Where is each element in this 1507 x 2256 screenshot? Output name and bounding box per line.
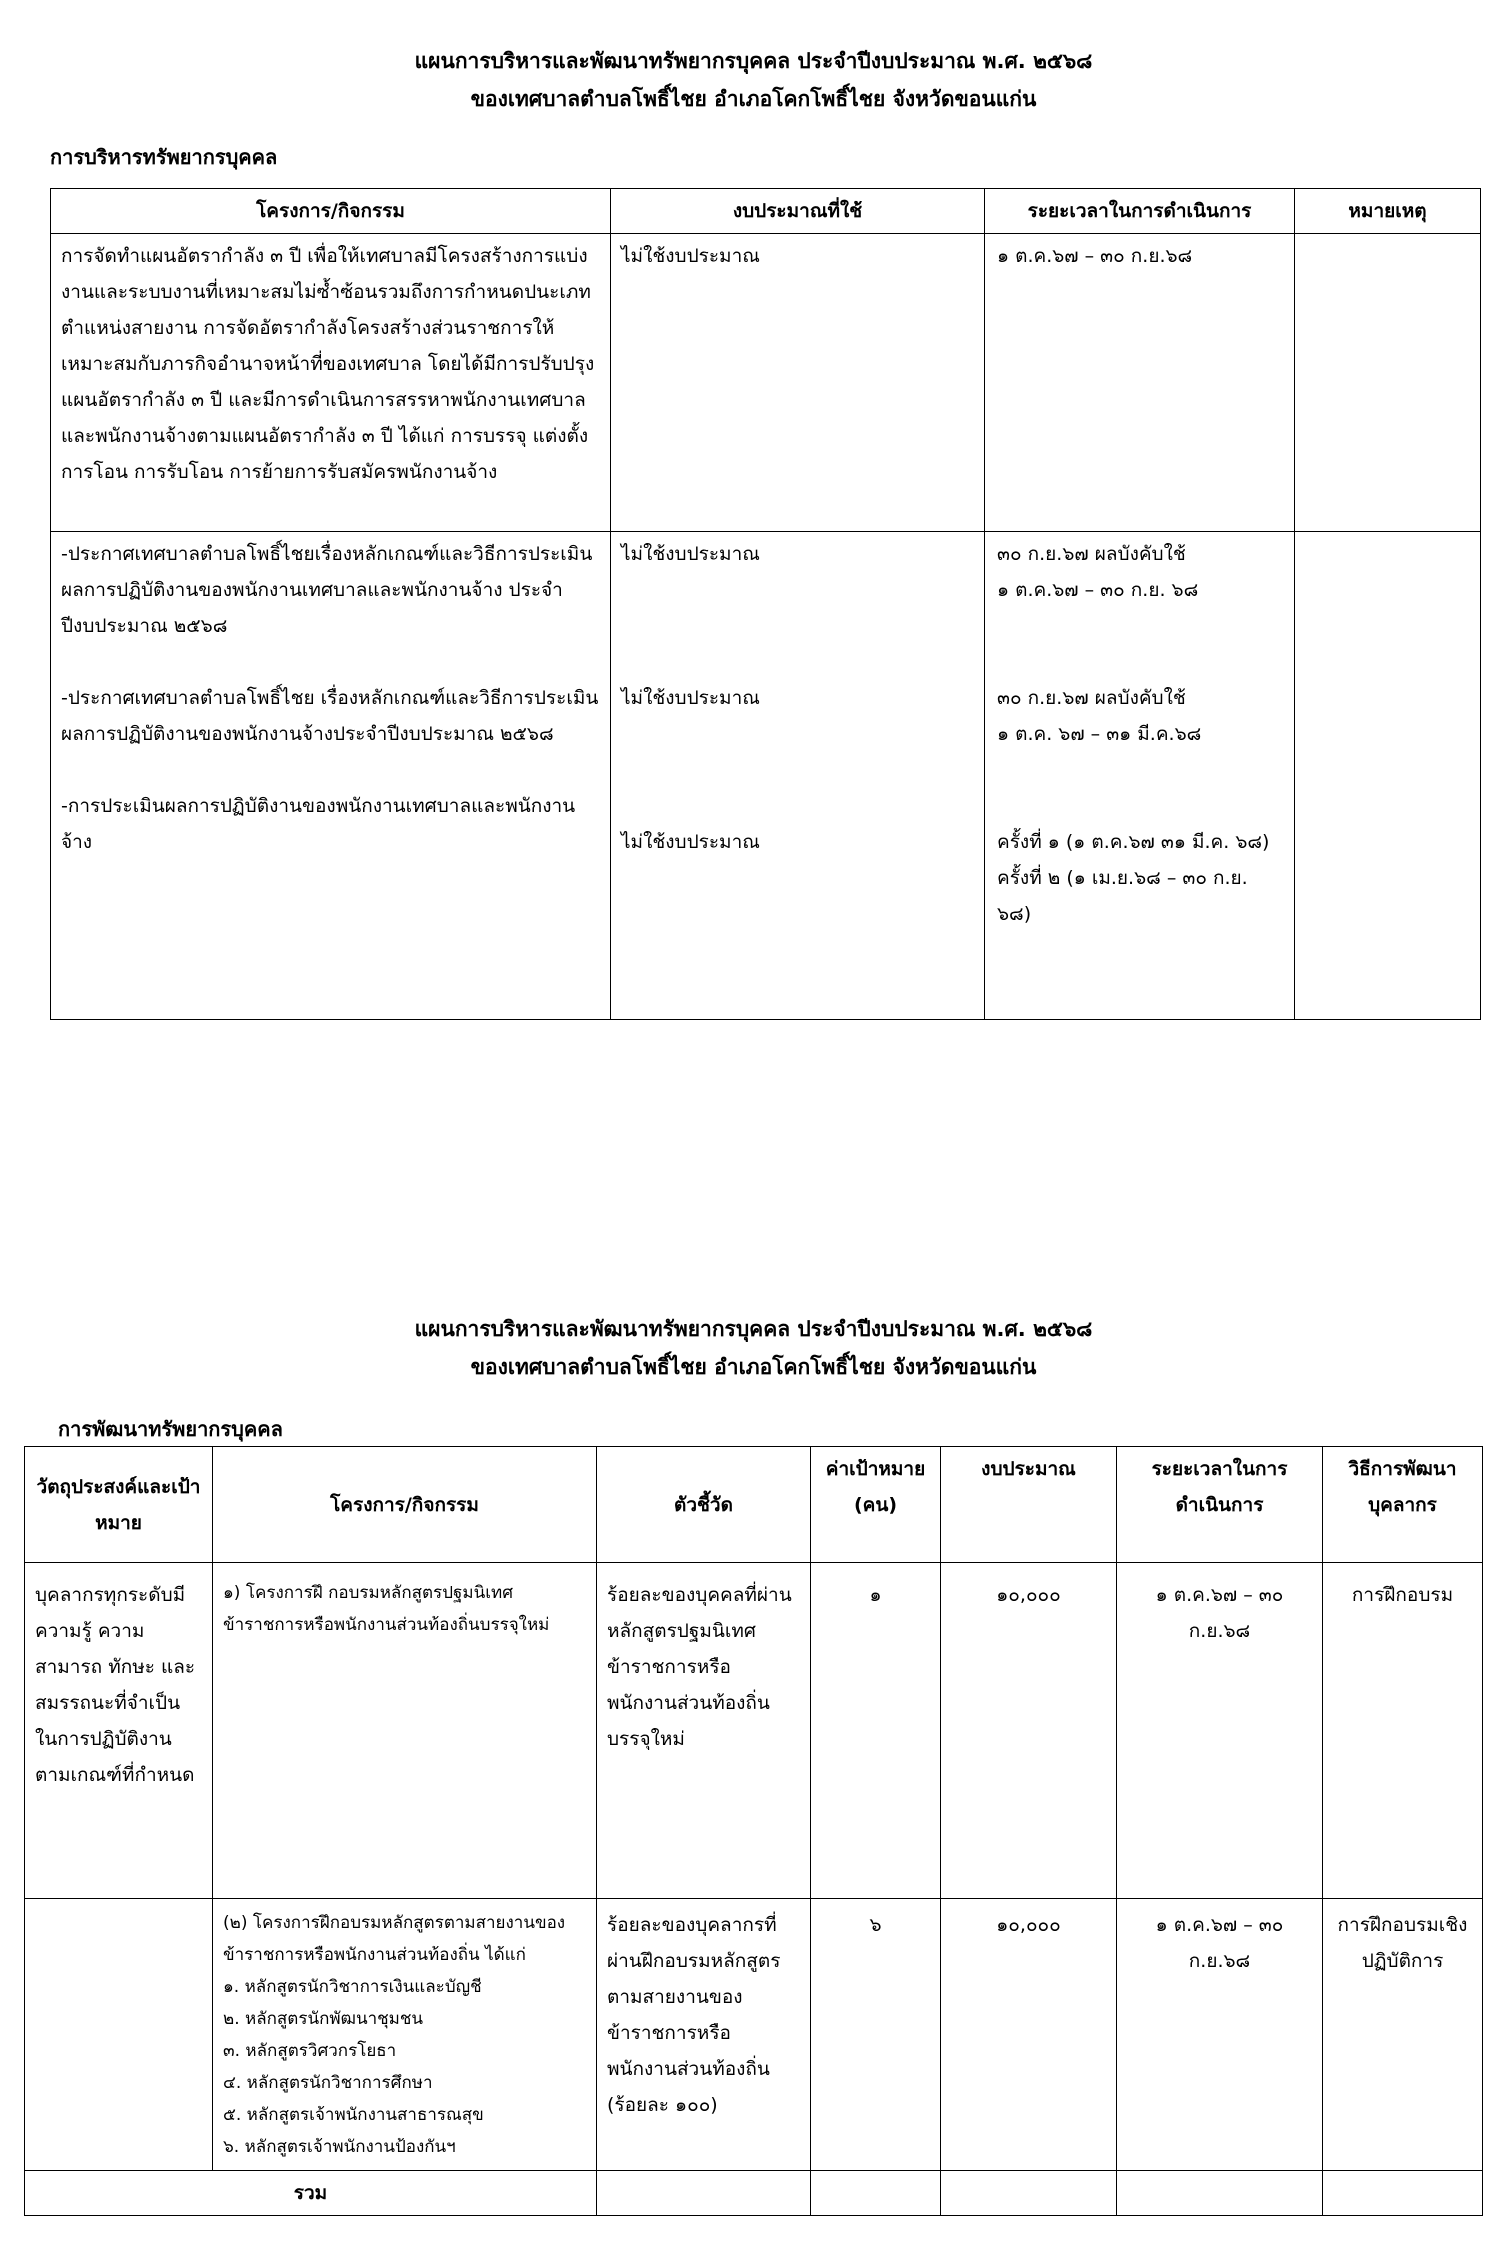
row2-objective bbox=[25, 1899, 213, 2171]
header-project: โครงการ/กิจกรรม bbox=[213, 1447, 597, 1563]
page1-title-line1: แผนการบริหารและพัฒนาทรัพยากรบุคคล ประจำปีงบประมาณ พ.ศ. ๒๕๖๘ bbox=[414, 49, 1093, 73]
table-header-row bbox=[25, 1447, 1483, 1563]
page2-section-heading: การพัฒนาทรัพยากรบุคคล bbox=[58, 1417, 283, 1441]
table-header-row bbox=[51, 189, 1481, 234]
row1-objective: บุคลากรทุกระดับมีความรู้ ความสามารถ ทักษะ และสมรรถนะที่จำเป็นในการปฏิบัติงานตามเกณฑ์ที่กำหนด bbox=[25, 1563, 213, 1899]
row1-target: ๑ bbox=[811, 1563, 941, 1899]
row2-project-cell bbox=[213, 1899, 597, 2171]
row2-item3-period-a: ครั้งที่ ๑ (๑ ต.ค.๖๗ ๓๑ มี.ค. ๖๘) bbox=[997, 831, 1270, 853]
hr-management-table bbox=[50, 188, 1481, 1020]
row2-item1-period-b: ๑ ต.ค.๖๗ – ๓๐ ก.ย. ๖๘ bbox=[997, 579, 1199, 601]
row2-project-intro: (๒) โครงการฝึกอบรมหลักสูตรตามสายงานของข้าราชการหรือพนักงานส่วนท้องถิ่น ได้แก่ bbox=[223, 1913, 566, 1965]
row2-item3-budget: ไม่ใช้งบประมาณ bbox=[621, 831, 760, 853]
hr-development-table bbox=[24, 1446, 1483, 2216]
header-objective: วัตถุประสงค์และเป้าหมาย bbox=[25, 1447, 213, 1563]
total-cell bbox=[597, 2171, 811, 2216]
total-cell bbox=[1117, 2171, 1323, 2216]
table-row bbox=[51, 532, 1481, 1020]
table-row bbox=[25, 1563, 1483, 1899]
row2-item1-project: -ประกาศเทศบาลตำบลโพธิ์ไชยเรื่องหลักเกณฑ์และวิธีการประเมินผลการปฏิบัติงานของพนักงานเทศบาลและพนักงานจ้าง ประจำปีงบประมาณ ๒๕๖๘ bbox=[61, 543, 593, 637]
header-method: วิธีการพัฒนาบุคลากร bbox=[1323, 1447, 1483, 1563]
row1-budget: ๑๐,๐๐๐ bbox=[941, 1563, 1117, 1899]
row2-item1-period-a: ๓๐ ก.ย.๖๗ ผลบังคับใช้ bbox=[997, 543, 1186, 565]
row1-indicator: ร้อยละของบุคคลที่ผ่านหลักสูตรปฐมนิเทศข้าราชการหรือพนักงานส่วนท้องถิ่นบรรจุใหม่ bbox=[597, 1563, 811, 1899]
row2-item3-project: -การประเมินผลการปฏิบัติงานของพนักงานเทศบาลและพนักงานจ้าง bbox=[61, 795, 576, 853]
header-budget: งบประมาณ bbox=[941, 1447, 1117, 1563]
header-note: หมายเหตุ bbox=[1295, 189, 1481, 234]
row2-item2-period-b: ๑ ต.ค. ๖๗ – ๓๑ มี.ค.๖๘ bbox=[997, 723, 1202, 745]
row1-period: ๑ ต.ค.๖๗ – ๓๐ ก.ย.๖๘ bbox=[985, 234, 1295, 532]
row2-budget: ๑๐,๐๐๐ bbox=[941, 1899, 1117, 2171]
course-list-item: ๒. หลักสูตรนักพัฒนาชุมชน bbox=[223, 2009, 424, 2029]
row2-item1-budget: ไม่ใช้งบประมาณ bbox=[621, 543, 760, 565]
total-row bbox=[25, 2171, 1483, 2216]
row2-project-cell bbox=[51, 532, 611, 1020]
total-cell bbox=[1323, 2171, 1483, 2216]
row2-item3-period-b: ครั้งที่ ๒ (๑ เม.ย.๖๘ – ๓๐ ก.ย. ๖๘) bbox=[997, 867, 1248, 925]
table-row bbox=[51, 234, 1481, 532]
row2-item2-budget: ไม่ใช้งบประมาณ bbox=[621, 687, 760, 709]
row2-item2-project: -ประกาศเทศบาลตำบลโพธิ์ไชย เรื่องหลักเกณฑ์และวิธีการประเมินผลการปฏิบัติงานของพนักงานจ้างประจำปีงบประมาณ ๒๕๖๘ bbox=[61, 687, 599, 745]
course-list-item: ๔. หลักสูตรนักวิชาการศึกษา bbox=[223, 2073, 433, 2093]
header-period: ระยะเวลาในการดำเนินการ bbox=[1117, 1447, 1323, 1563]
row2-target: ๖ bbox=[811, 1899, 941, 2171]
course-list-item: ๕. หลักสูตรเจ้าพนักงานสาธารณสุข bbox=[223, 2105, 484, 2125]
page2-title-line1: แผนการบริหารและพัฒนาทรัพยากรบุคคล ประจำปีงบประมาณ พ.ศ. ๒๕๖๘ bbox=[414, 1317, 1093, 1341]
row2-period-cell bbox=[985, 532, 1295, 1020]
row2-method: การฝึกอบรมเชิงปฏิบัติการ bbox=[1323, 1899, 1483, 2171]
header-project: โครงการ/กิจกรรม bbox=[51, 189, 611, 234]
page2-title-line2: ของเทศบาลตำบลโพธิ์ไชย อำเภอโคกโพธิ์ไชย จังหวัดขอนแก่น bbox=[470, 1355, 1037, 1379]
row1-project: การจัดทำแผนอัตรากำลัง ๓ ปี เพื่อให้เทศบาลมีโครงสร้างการแบ่งงานและระบบงานที่เหมาะสมไม่ซ้ำซ้อนรวมถึงการกำหนดปนะเภทตำแหน่งสายงาน การจัดอัตรากำลังโครงสร้างส่วนราชการให้เหมาะสมกับภารกิจอำนาจหน้าที่ของเทศบาล โดยได้มีการปรับปรุงแผนอัตรากำลัง ๓ ปี และมีการดำเนินการสรรหาพนักงานเทศบาลและพนักงานจ้างตามแผนอัตรากำลัง ๓ ปี ได้แก่ การบรรจุ แต่งตั้ง การโอน การรับโอน การย้ายการรับสมัครพนักงานจ้าง bbox=[51, 234, 611, 532]
row2-budget-cell bbox=[611, 532, 985, 1020]
row1-project: ๑) โครงการฝึ กอบรมหลักสูตรปฐมนิเทศข้าราชการหรือพนักงานส่วนท้องถิ่นบรรจุใหม่ bbox=[213, 1563, 597, 1899]
header-budget: งบประมาณที่ใช้ bbox=[611, 189, 985, 234]
row1-method: การฝึกอบรม bbox=[1323, 1563, 1483, 1899]
page1-title-line2: ของเทศบาลตำบลโพธิ์ไชย อำเภอโคกโพธิ์ไชย จังหวัดขอนแก่น bbox=[470, 87, 1037, 111]
table-row bbox=[25, 1899, 1483, 2171]
row2-indicator: ร้อยละของบุคลากรที่ผ่านฝึกอบรมหลักสูตรตามสายงานของข้าราชการหรือพนักงานส่วนท้องถิ่น (ร้อยละ ๑๐๐) bbox=[597, 1899, 811, 2171]
row1-period: ๑ ต.ค.๖๗ – ๓๐ ก.ย.๖๘ bbox=[1117, 1563, 1323, 1899]
page1-section-heading: การบริหารทรัพยากรบุคคล bbox=[50, 145, 278, 169]
course-list-item: ๖. หลักสูตรเจ้าพนักงานป้องกันฯ bbox=[223, 2137, 456, 2157]
course-list-item: ๓. หลักสูตรวิศวกรโยธา bbox=[223, 2041, 397, 2061]
total-cell bbox=[811, 2171, 941, 2216]
header-indicator: ตัวชี้วัด bbox=[597, 1447, 811, 1563]
row1-budget: ไม่ใช้งบประมาณ bbox=[611, 234, 985, 532]
row2-period: ๑ ต.ค.๖๗ – ๓๐ ก.ย.๖๘ bbox=[1117, 1899, 1323, 2171]
total-label: รวม bbox=[25, 2171, 597, 2216]
course-list-item: ๑. หลักสูตรนักวิชาการเงินและบัญชี bbox=[223, 1977, 482, 1997]
header-period: ระยะเวลาในการดำเนินการ bbox=[985, 189, 1295, 234]
row2-note bbox=[1295, 532, 1481, 1020]
row2-item2-period-a: ๓๐ ก.ย.๖๗ ผลบังคับใช้ bbox=[997, 687, 1186, 709]
row1-note bbox=[1295, 234, 1481, 532]
total-cell bbox=[941, 2171, 1117, 2216]
header-target: ค่าเป้าหมาย (คน) bbox=[811, 1447, 941, 1563]
